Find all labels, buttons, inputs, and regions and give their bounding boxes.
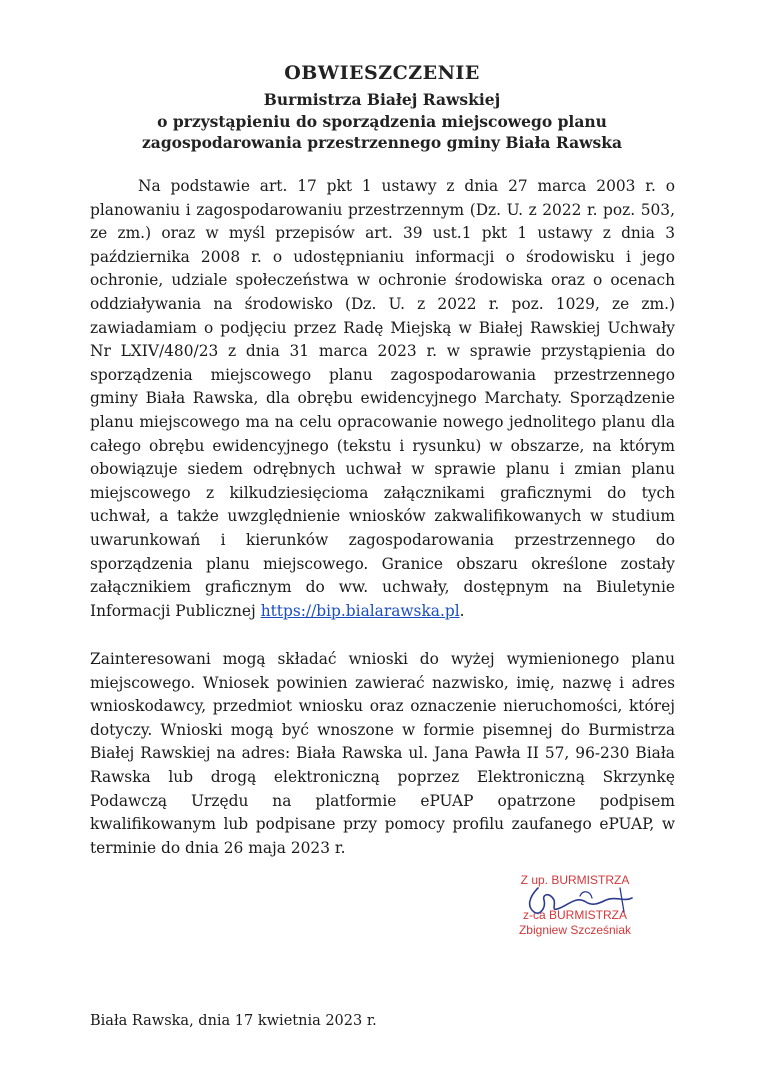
document-subtitle xyxy=(0,89,764,154)
subtitle-subject-line2: zagospodarowania przestrzennego gminy Biała Rawska xyxy=(141,133,622,152)
link-suffix: . xyxy=(459,601,465,620)
paragraph-legal-basis-text: Na podstawie art. 17 pkt 1 ustawy z dnia 27 marca 2003 r. o planowaniu i zagospodarowaniu przestrzennym (Dz. U. z 2022 r. poz. 503, ze zm.) oraz w myśl przepisów art. 39 ust.1 pkt 1 ustawy z dnia 3 października 2008 r. o udostępnianiu informacji o środowisku i jego ochronie, udziale społeczeństwa w ochronie środowiska oraz o ocenach oddziaływania na środowisko (Dz. U. z 2022 r. poz. 1029, ze zm.) zawiadamiam o podjęciu przez Radę Miejską w Białej Rawskiej Uchwały Nr LXIV/480/23 z dnia 31 marca 2023 r. w sprawie przystąpienia do sporządzenia miejscowego planu zagospodarowania przestrzennego gminy Biała Rawska, dla obrębu ewidencyjnego Marchaty. Sporządzenie planu miejscowego ma na celu opracowanie nowego jednolitego planu dla całego obrębu ewidencyjnego (tekstu i rysunku) w obszarze, na którym obowiązuje siedem odrębnych uchwał w sprawie planu i zmian planu miejscowego z kilkudziesięcioma załącznikami graficznymi do tych uchwał, a także uwzględnienie wniosków zakwalifikowanych w studium uwarunkowań i kierunków zagospodarowania przestrzennego do sporządzenia planu miejscowego. Granice obszaru określone zostały załącznikiem graficznym do ww. uchwały, dostępnym na Biuletynie Informacji Publicznej xyxy=(90,177,675,620)
bip-link[interactable]: https://bip.bialarawska.pl xyxy=(260,601,460,620)
subtitle-subject-line1: o przystąpieniu do sporządzenia miejscowego planu xyxy=(157,111,607,131)
stamp-line-authority: Z up. BURMISTRZA xyxy=(520,873,630,887)
place-and-date: Biała Rawska, dnia 17 kwietnia 2023 r. xyxy=(90,1013,377,1029)
handwritten-signature xyxy=(520,882,640,922)
stamp-line-name: Zbigniew Szcześniak xyxy=(518,923,632,937)
stamp-line-deputy: z-ca BURMISTRZA xyxy=(522,908,627,922)
paragraph-submission-info: Zainteresowani mogą składać wnioski do wyżej wymienionego planu miejscowego. Wniosek powinien zawierać nazwisko, imię, nazwę i adres wnioskodawcy, przedmiot wniosku oraz oznaczenie nieruchomości, której dotyczy. Wnioski mogą być wnoszone w formie pisemnej do Burmistrza Białej Rawskiej na adres: Biała Rawska ul. Jana Pawła II 57, 96-230 Biała Rawska lub drogą elektroniczną poprzez Elektroniczną Skrzynkę Podawczą Urzędu na platformie ePUAP opatrzone podpisem kwalifikowanym lub podpisane przy pomocy profilu zaufanego ePUAP, w terminie do dnia 26 maja 2023 r. xyxy=(90,650,675,857)
paragraph-legal-basis xyxy=(90,175,675,623)
document-title: OBWIESZCZENIE xyxy=(284,62,480,84)
subtitle-issuer: Burmistrza Białej Rawskiej xyxy=(263,90,501,109)
